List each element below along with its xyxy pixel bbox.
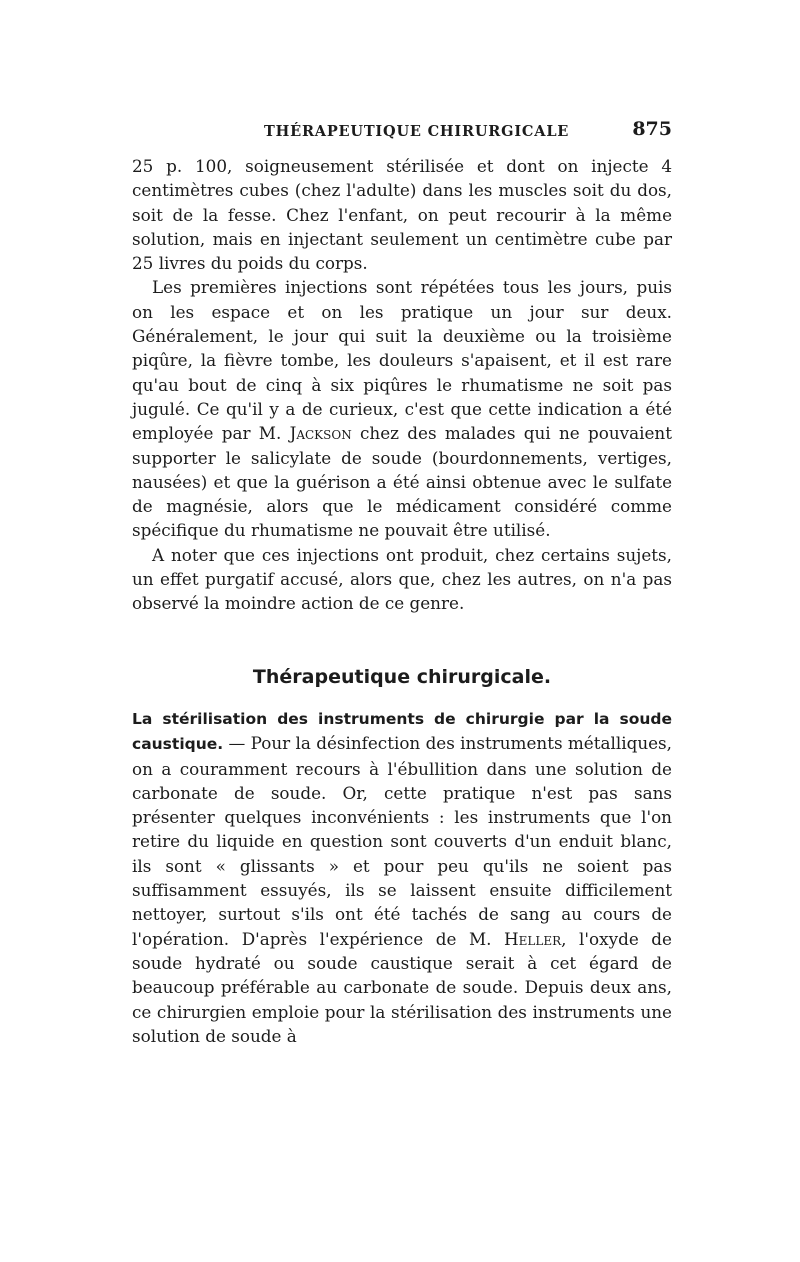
section-text [132, 706, 672, 1048]
paragraph-sterilisation [132, 706, 672, 1048]
page-number: 875 [632, 118, 672, 140]
paragraph-injections [132, 275, 672, 542]
paragraph-continuation: 25 p. 100, soigneusement stérilisée et dont on injecte 4 centimètres cubes (chez l'adulte) dans les muscles soit du dos, soit de la fesse. Chez l'enfant, on peut recourir à la même solution, mais en injectant seulement un centimètre cube par 25 livres du poids du corps. [132, 156, 672, 274]
paragraph-purgative-effect: A noter que ces injections ont produit, chez certains sujets, un effet purgatif accusé, alors que, chez les autres, on n'a pas observé la moindre action de ce genre. [132, 544, 672, 614]
paragraph-text-before: Les premières injections sont répétées tous les jours, puis on les espace et on les pratique un jour sur deux. Généralement, le jour qui suit la deuxième ou la troisième piqûre, la fièvre tombe, les douleurs s'apaisent, et il est rare qu'au bout de cinq à six piqûres le rhumatisme ne soit pas jugulé. Ce qu'il y a de curieux, c'est que cette indication a été employée par M. [132, 277, 672, 444]
author-name-heller: Heller [504, 928, 562, 949]
body-text [132, 154, 672, 616]
article-text-after: , l'oxyde de soude hydraté ou soude caustique serait à cet égard de beaucoup préférable au carbonate de soude. Depuis deux ans, ce chirurgien emploie pour la stérilisation des instruments une solution de soude à [132, 928, 672, 1046]
running-title: THÉRAPEUTIQUE CHIRURGICALE [264, 123, 570, 140]
paragraph-text-after: chez des malades qui ne pouvaient supporter le salicylate de soude (bourdonnements, vertiges, nausées) et que la guérison a été ainsi obtenue avec le sulfate de magnésie, alors que le médicament considéré comme spécifique du rhumatisme ne pouvait être utilisé. [132, 423, 672, 541]
running-head [132, 118, 672, 144]
section-heading: Thérapeutique chirurgicale. [252, 666, 552, 688]
author-name-jackson: Jackson [289, 423, 352, 444]
article-text-before: — Pour la désinfection des instruments métalliques, on a couramment recours à l'ébullition dans une solution de carbonate de soude. Or, cette pratique n'est pas sans présenter quelques inconvénients : les instruments que l'on retire du liquide en question sont couverts d'un enduit blanc, ils sont « glissants » et pour peu qu'ils ne soient pas suffisamment essuyés, ils se laissent ensuite difficilement nettoyer, surtout s'ils ont été tachés de sang au cours de l'opération. D'après l'expérience de M. [132, 733, 673, 949]
article-lead-title: La stérilisation des instruments de chirurgie par la soude caustique. [132, 710, 672, 754]
